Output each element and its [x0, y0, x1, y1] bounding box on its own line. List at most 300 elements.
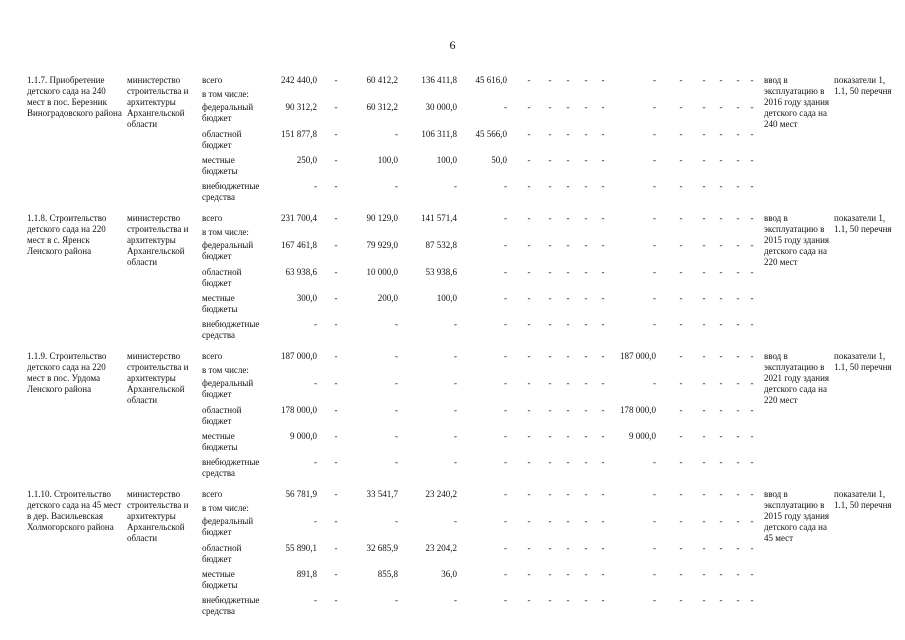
amount-cell: - — [679, 378, 683, 388]
project-block — [0, 213, 905, 338]
amount-cell: 63 938,6 — [285, 267, 317, 277]
amount-cell: - — [454, 181, 457, 191]
amount-cell: - — [584, 293, 588, 303]
funding-source-label: всего — [202, 489, 223, 499]
amount-cell: - — [548, 129, 552, 139]
amount-cell: 178 000,0 — [281, 405, 317, 415]
amount-cell: - — [702, 378, 706, 388]
amount-cell: - — [334, 516, 338, 526]
amount-cell: - — [454, 595, 457, 605]
amount-cell: - — [548, 431, 552, 441]
amount-cell: - — [334, 293, 338, 303]
amount-cell: 87 532,8 — [425, 240, 457, 250]
amount-cell: - — [527, 405, 531, 415]
amount-cell: 60 412,2 — [366, 75, 398, 85]
amount-cell: - — [601, 595, 605, 605]
funding-source-label: внебюджетные средства — [202, 181, 260, 202]
amount-cell: - — [736, 405, 740, 415]
amount-cell: - — [334, 75, 338, 85]
amount-cell: - — [736, 293, 740, 303]
indicator-reference: показатели 1, 1.1, 50 перечня — [834, 489, 892, 510]
amount-cell: - — [601, 569, 605, 579]
amount-cell: - — [653, 457, 656, 467]
amount-cell: - — [750, 240, 754, 250]
amount-cell: - — [702, 267, 706, 277]
amount-cell: - — [719, 457, 723, 467]
amount-cell: - — [527, 516, 531, 526]
amount-cell: - — [736, 129, 740, 139]
amount-cell: - — [584, 75, 588, 85]
amount-cell: - — [454, 431, 457, 441]
amount-cell: - — [750, 181, 754, 191]
amount-cell: - — [702, 351, 706, 361]
amount-cell: - — [334, 351, 338, 361]
amount-cell: - — [719, 129, 723, 139]
amount-cell: - — [527, 75, 531, 85]
amount-cell: - — [601, 319, 605, 329]
amount-cell: - — [679, 267, 683, 277]
funding-source-label: областной бюджет — [202, 543, 242, 564]
amount-cell: 136 411,8 — [421, 75, 457, 85]
amount-cell: 9 000,0 — [629, 431, 656, 441]
amount-cell: - — [653, 75, 656, 85]
amount-cell: - — [719, 595, 723, 605]
amount-cell: - — [395, 181, 398, 191]
amount-cell: - — [504, 489, 507, 499]
funding-row — [0, 319, 905, 343]
amount-cell: - — [314, 319, 317, 329]
amount-cell: - — [679, 181, 683, 191]
amount-cell: - — [395, 595, 398, 605]
amount-cell: - — [334, 267, 338, 277]
amount-cell: 90 129,0 — [366, 213, 398, 223]
amount-cell: - — [566, 405, 570, 415]
funding-source-label: внебюджетные средства — [202, 457, 260, 478]
amount-cell: - — [566, 319, 570, 329]
amount-cell: - — [395, 516, 398, 526]
amount-cell: - — [566, 378, 570, 388]
amount-cell: - — [504, 267, 507, 277]
amount-cell: - — [566, 595, 570, 605]
funding-row — [0, 543, 905, 567]
amount-cell: 23 240,2 — [425, 489, 457, 499]
amount-cell: - — [504, 516, 507, 526]
amount-cell: - — [566, 267, 570, 277]
amount-cell: - — [584, 267, 588, 277]
amount-cell: - — [679, 543, 683, 553]
amount-cell: - — [750, 489, 754, 499]
amount-cell: 855,8 — [377, 569, 398, 579]
amount-cell: 55 890,1 — [285, 543, 317, 553]
amount-cell: - — [527, 181, 531, 191]
amount-cell: 250,0 — [296, 155, 317, 165]
amount-cell: 90 312,2 — [285, 102, 317, 112]
amount-cell: - — [527, 595, 531, 605]
amount-cell: - — [584, 213, 588, 223]
amount-cell: - — [527, 489, 531, 499]
amount-cell: - — [527, 431, 531, 441]
amount-cell: - — [334, 489, 338, 499]
amount-cell: - — [702, 457, 706, 467]
amount-cell: - — [454, 378, 457, 388]
amount-cell: - — [566, 569, 570, 579]
amount-cell: - — [504, 457, 507, 467]
amount-cell: - — [750, 129, 754, 139]
amount-cell: - — [719, 405, 723, 415]
amount-cell: - — [702, 516, 706, 526]
amount-cell: - — [527, 293, 531, 303]
amount-cell: - — [584, 595, 588, 605]
amount-cell: 30 000,0 — [425, 102, 457, 112]
amount-cell: - — [736, 378, 740, 388]
funding-row — [0, 516, 905, 540]
amount-cell: - — [601, 293, 605, 303]
amount-cell: - — [719, 293, 723, 303]
amount-cell: - — [702, 569, 706, 579]
amount-cell: 53 938,6 — [425, 267, 457, 277]
amount-cell: - — [736, 75, 740, 85]
amount-cell: - — [736, 457, 740, 467]
funding-source-label: в том числе: — [202, 227, 249, 237]
amount-cell: 187 000,0 — [620, 351, 656, 361]
amount-cell: - — [679, 516, 683, 526]
amount-cell: - — [395, 431, 398, 441]
amount-cell: - — [736, 431, 740, 441]
amount-cell: - — [334, 457, 338, 467]
amount-cell: - — [601, 351, 605, 361]
amount-cell: - — [736, 516, 740, 526]
amount-cell: - — [314, 378, 317, 388]
amount-cell: 178 000,0 — [620, 405, 656, 415]
amount-cell: - — [736, 240, 740, 250]
amount-cell: - — [548, 293, 552, 303]
amount-cell: 36,0 — [441, 569, 457, 579]
amount-cell: - — [504, 319, 507, 329]
amount-cell: - — [601, 75, 605, 85]
project-name: 1.1.10. Строительство детского сада на 45 мест в дер. Васильевская Холмогорского района — [27, 489, 122, 532]
amount-cell: - — [601, 213, 605, 223]
amount-cell: - — [736, 595, 740, 605]
amount-cell: 32 685,9 — [366, 543, 398, 553]
amount-cell: - — [584, 457, 588, 467]
amount-cell: - — [566, 155, 570, 165]
amount-cell: - — [702, 405, 706, 415]
amount-cell: - — [548, 240, 552, 250]
amount-cell: - — [334, 543, 338, 553]
amount-cell: 100,0 — [436, 155, 457, 165]
amount-cell: - — [750, 75, 754, 85]
funding-row — [0, 457, 905, 481]
amount-cell: - — [548, 75, 552, 85]
page-number: 6 — [449, 38, 456, 52]
amount-cell: - — [679, 489, 683, 499]
amount-cell: - — [454, 516, 457, 526]
amount-cell: - — [566, 457, 570, 467]
amount-cell: - — [736, 102, 740, 112]
amount-cell: - — [527, 457, 531, 467]
amount-cell: - — [527, 351, 531, 361]
amount-cell: - — [736, 489, 740, 499]
funding-source-label: всего — [202, 351, 223, 361]
amount-cell: - — [601, 431, 605, 441]
amount-cell: - — [566, 543, 570, 553]
amount-cell: - — [750, 457, 754, 467]
amount-cell: - — [679, 457, 683, 467]
amount-cell: 9 000,0 — [290, 431, 317, 441]
funding-source-label: областной бюджет — [202, 405, 242, 426]
amount-cell: - — [527, 569, 531, 579]
funding-row — [0, 155, 905, 179]
amount-cell: - — [702, 155, 706, 165]
amount-cell: - — [584, 516, 588, 526]
expected-result: ввод в эксплуатацию в 2015 году здания детского сада на 220 мест — [764, 213, 830, 267]
executor-name: министерство строительства и архитектуры Архангельской области — [127, 351, 189, 405]
amount-cell: 167 461,8 — [281, 240, 317, 250]
amount-cell: - — [334, 129, 338, 139]
amount-cell: - — [395, 319, 398, 329]
amount-cell: - — [679, 155, 683, 165]
amount-cell: 10 000,0 — [366, 267, 398, 277]
amount-cell: 106 311,8 — [421, 129, 457, 139]
amount-cell: - — [527, 155, 531, 165]
amount-cell: - — [736, 181, 740, 191]
amount-cell: - — [653, 489, 656, 499]
amount-cell: - — [736, 543, 740, 553]
amount-cell: - — [314, 181, 317, 191]
executor-name: министерство строительства и архитектуры Архангельской области — [127, 75, 189, 129]
amount-cell: - — [334, 240, 338, 250]
amount-cell: 187 000,0 — [281, 351, 317, 361]
amount-cell: - — [702, 293, 706, 303]
amount-cell: - — [504, 240, 507, 250]
amount-cell: - — [653, 319, 656, 329]
funding-source-label: федеральный бюджет — [202, 516, 254, 537]
amount-cell: - — [653, 267, 656, 277]
amount-cell: - — [548, 489, 552, 499]
amount-cell: - — [702, 595, 706, 605]
amount-cell: - — [504, 405, 507, 415]
amount-cell: - — [584, 543, 588, 553]
amount-cell: - — [504, 595, 507, 605]
amount-cell: - — [334, 102, 338, 112]
amount-cell: - — [504, 431, 507, 441]
amount-cell: - — [314, 516, 317, 526]
project-block — [0, 351, 905, 476]
amount-cell: - — [584, 319, 588, 329]
amount-cell: - — [679, 319, 683, 329]
amount-cell: - — [679, 102, 683, 112]
amount-cell: - — [719, 543, 723, 553]
amount-cell: - — [566, 181, 570, 191]
amount-cell: - — [454, 351, 457, 361]
amount-cell: - — [719, 181, 723, 191]
amount-cell: - — [750, 595, 754, 605]
funding-source-label: федеральный бюджет — [202, 378, 254, 399]
amount-cell: - — [548, 457, 552, 467]
amount-cell: - — [314, 595, 317, 605]
project-name: 1.1.9. Строительство детского сада на 220 мест в пос. Урдома Ленского района — [27, 351, 107, 394]
amount-cell: - — [548, 351, 552, 361]
amount-cell: - — [750, 431, 754, 441]
amount-cell: - — [566, 129, 570, 139]
amount-cell: - — [395, 129, 398, 139]
amount-cell: - — [601, 102, 605, 112]
amount-cell: - — [601, 129, 605, 139]
funding-source-label: в том числе: — [202, 365, 249, 375]
amount-cell: - — [548, 181, 552, 191]
funding-row — [0, 293, 905, 317]
amount-cell: - — [504, 102, 507, 112]
amount-cell: - — [334, 155, 338, 165]
funding-source-label: местные бюджеты — [202, 293, 238, 314]
amount-cell: - — [566, 489, 570, 499]
amount-cell: - — [601, 267, 605, 277]
amount-cell: - — [548, 543, 552, 553]
amount-cell: 50,0 — [491, 155, 507, 165]
amount-cell: - — [395, 351, 398, 361]
amount-cell: - — [736, 267, 740, 277]
amount-cell: - — [750, 102, 754, 112]
amount-cell: - — [584, 569, 588, 579]
amount-cell: - — [566, 431, 570, 441]
amount-cell: - — [750, 405, 754, 415]
amount-cell: - — [548, 319, 552, 329]
amount-cell: 23 204,2 — [425, 543, 457, 553]
amount-cell: - — [601, 516, 605, 526]
amount-cell: - — [334, 431, 338, 441]
amount-cell: - — [601, 378, 605, 388]
amount-cell: - — [679, 351, 683, 361]
amount-cell: - — [653, 155, 656, 165]
executor-name: министерство строительства и архитектуры Архангельской области — [127, 489, 189, 543]
amount-cell: - — [679, 293, 683, 303]
funding-source-label: местные бюджеты — [202, 431, 238, 452]
amount-cell: - — [719, 516, 723, 526]
amount-cell: - — [719, 569, 723, 579]
expected-result: ввод в эксплуатацию в 2015 году здания детского сада на 45 мест — [764, 489, 830, 543]
amount-cell: - — [653, 181, 656, 191]
project-block — [0, 489, 905, 614]
amount-cell: - — [548, 213, 552, 223]
amount-cell: - — [702, 240, 706, 250]
project-name: 1.1.7. Приобретение детского сада на 240 мест в пос. Березник Виноградовского района — [27, 75, 122, 118]
amount-cell: - — [454, 319, 457, 329]
amount-cell: - — [750, 378, 754, 388]
amount-cell: - — [736, 351, 740, 361]
amount-cell: - — [548, 267, 552, 277]
funding-source-label: в том числе: — [202, 89, 249, 99]
amount-cell: - — [395, 378, 398, 388]
amount-cell: 231 700,4 — [281, 213, 317, 223]
amount-cell: - — [566, 102, 570, 112]
amount-cell: - — [584, 155, 588, 165]
amount-cell: - — [750, 516, 754, 526]
amount-cell: - — [527, 102, 531, 112]
amount-cell: - — [702, 181, 706, 191]
funding-row — [0, 378, 905, 402]
amount-cell: - — [679, 405, 683, 415]
amount-cell: - — [454, 405, 457, 415]
amount-cell: - — [601, 155, 605, 165]
amount-cell: - — [719, 155, 723, 165]
amount-cell: - — [719, 431, 723, 441]
amount-cell: - — [566, 293, 570, 303]
funding-source-label: областной бюджет — [202, 267, 242, 288]
amount-cell: 151 877,8 — [281, 129, 317, 139]
amount-cell: - — [548, 405, 552, 415]
amount-cell: - — [527, 240, 531, 250]
amount-cell: - — [653, 102, 656, 112]
indicator-reference: показатели 1, 1.1, 50 перечня — [834, 351, 892, 372]
amount-cell: - — [601, 181, 605, 191]
amount-cell: - — [584, 378, 588, 388]
amount-cell: 891,8 — [296, 569, 317, 579]
project-name: 1.1.8. Строительство детского сада на 220 мест в с. Яренск Ленского района — [27, 213, 107, 256]
amount-cell: - — [679, 595, 683, 605]
amount-cell: - — [504, 213, 507, 223]
amount-cell: - — [719, 351, 723, 361]
expected-result: ввод в эксплуатацию в 2016 году здания детского сада на 240 мест — [764, 75, 830, 129]
amount-cell: 45 616,0 — [475, 75, 507, 85]
amount-cell: - — [566, 516, 570, 526]
amount-cell: - — [334, 378, 338, 388]
amount-cell: 100,0 — [377, 155, 398, 165]
funding-source-label: федеральный бюджет — [202, 102, 254, 123]
amount-cell: 100,0 — [436, 293, 457, 303]
amount-cell: - — [702, 102, 706, 112]
amount-cell: - — [334, 181, 338, 191]
funding-row — [0, 569, 905, 593]
indicator-reference: показатели 1, 1.1, 50 перечня — [834, 75, 892, 96]
amount-cell: 56 781,9 — [285, 489, 317, 499]
amount-cell: 242 440,0 — [281, 75, 317, 85]
amount-cell: - — [527, 319, 531, 329]
amount-cell: - — [679, 213, 683, 223]
amount-cell: - — [566, 351, 570, 361]
amount-cell: - — [750, 155, 754, 165]
amount-cell: - — [334, 569, 338, 579]
amount-cell: - — [601, 240, 605, 250]
amount-cell: - — [750, 569, 754, 579]
amount-cell: - — [584, 431, 588, 441]
amount-cell: - — [454, 457, 457, 467]
funding-source-label: в том числе: — [202, 503, 249, 513]
amount-cell: - — [679, 129, 683, 139]
amount-cell: - — [653, 378, 656, 388]
funding-source-label: федеральный бюджет — [202, 240, 254, 261]
amount-cell: - — [750, 293, 754, 303]
funding-source-label: внебюджетные средства — [202, 595, 260, 616]
amount-cell: - — [548, 155, 552, 165]
amount-cell: - — [679, 240, 683, 250]
amount-cell: - — [719, 489, 723, 499]
amount-cell: - — [548, 569, 552, 579]
amount-cell: - — [548, 102, 552, 112]
amount-cell: - — [719, 75, 723, 85]
amount-cell: - — [702, 489, 706, 499]
amount-cell: - — [504, 181, 507, 191]
funding-source-label: местные бюджеты — [202, 569, 238, 590]
funding-source-label: областной бюджет — [202, 129, 242, 150]
amount-cell: - — [527, 267, 531, 277]
amount-cell: - — [653, 129, 656, 139]
amount-cell: - — [653, 293, 656, 303]
amount-cell: - — [601, 405, 605, 415]
amount-cell: 79 929,0 — [366, 240, 398, 250]
funding-row — [0, 267, 905, 291]
funding-row — [0, 102, 905, 126]
amount-cell: - — [702, 543, 706, 553]
